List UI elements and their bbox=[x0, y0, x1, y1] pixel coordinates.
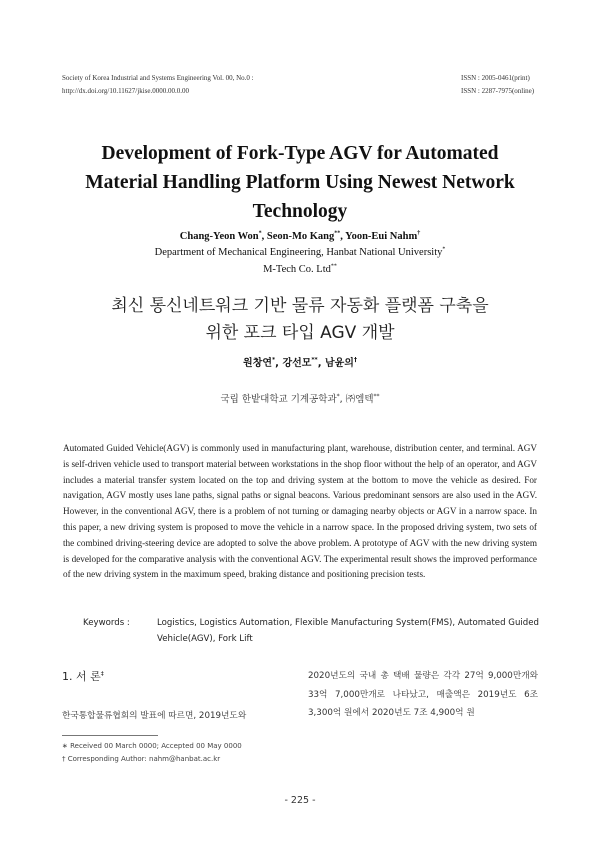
author-ko-sep: , bbox=[317, 358, 325, 369]
author-ko-name: 원창연 bbox=[243, 358, 273, 369]
issn-block bbox=[461, 72, 534, 98]
issn-print: ISSN : 2005-0461(print) bbox=[461, 74, 530, 82]
issn-online: ISSN : 2287-7975(online) bbox=[461, 87, 535, 95]
affiliation-en-2 bbox=[40, 262, 560, 277]
author-mark: ** bbox=[334, 230, 341, 237]
author-sep: , bbox=[340, 231, 346, 242]
keywords bbox=[83, 615, 539, 647]
section-title: 1. 서 론 bbox=[62, 670, 101, 683]
affiliation-mark: ** bbox=[330, 263, 337, 270]
doi-line: http://dx.doi.org/10.11627/jkise.0000.00.0.00 bbox=[62, 87, 189, 95]
paper-title-en bbox=[40, 139, 560, 226]
authors-en bbox=[40, 229, 560, 244]
author-mark: † bbox=[417, 230, 421, 237]
affiliation-mark: * bbox=[442, 246, 446, 253]
title-line: Technology bbox=[252, 201, 348, 222]
footnote-corresponding: † Corresponding Author: nahm@hanbat.ac.kr bbox=[62, 755, 221, 763]
authors-ko bbox=[40, 354, 560, 369]
author-ko-name: 강선모 bbox=[282, 358, 312, 369]
journal-line: Society of Korea Industrial and Systems Engineering Vol. 00, No.0 : bbox=[62, 74, 254, 82]
author-name: Yoon-Eui Nahm bbox=[345, 231, 418, 242]
page-number: - 225 - bbox=[284, 795, 316, 806]
author-ko-sep: , bbox=[275, 358, 283, 369]
affiliation-en-1 bbox=[40, 245, 560, 260]
title-line: Development of Fork-Type AGV for Automated bbox=[101, 143, 499, 164]
title-line: Material Handling Platform Using Newest Network bbox=[85, 172, 515, 193]
author-name: Chang-Yeon Won bbox=[179, 231, 259, 242]
footnote-received: ∗ Received 00 March 0000; Accepted 00 May 0000 bbox=[62, 742, 242, 750]
title-ko-line: 위한 포크 타입 AGV 개발 bbox=[205, 323, 395, 343]
body-left-paragraph: 한국통합물류협회의 발표에 따르면, 2019년도와 bbox=[62, 711, 247, 721]
affiliation-ko-a-mark: * bbox=[336, 392, 340, 400]
affiliation-text: M-Tech Co. Ltd bbox=[263, 264, 331, 275]
keywords-text: Logistics, Logistics Automation, Flexible Manufacturing System(FMS), Automated Guided Vehicle(AGV), Fork Lift bbox=[157, 618, 539, 644]
author-name: Seon-Mo Kang bbox=[266, 231, 335, 242]
paper-title-ko bbox=[40, 293, 560, 347]
footnotes bbox=[62, 740, 242, 766]
section-heading bbox=[62, 668, 104, 684]
author-sep: , bbox=[261, 231, 267, 242]
title-ko-line: 최신 통신네트워크 기반 물류 자동화 플랫폼 구축을 bbox=[111, 296, 489, 316]
author-ko-mark: * bbox=[272, 356, 276, 364]
section-mark: ‡ bbox=[100, 670, 104, 678]
body-right-paragraph: 2020년도의 국내 총 택배 물량은 각각 27억 9,000만개와 33억 7,000만개로 나타났고, 매출액은 2019년도 6조 3,300억 원에서 2020년도 7조 4,900억 원 bbox=[308, 671, 538, 718]
affiliation-ko-sep: , bbox=[339, 394, 346, 405]
keywords-label: Keywords : bbox=[83, 618, 130, 628]
abstract: Automated Guided Vehicle(AGV) is commonly used in manufacturing plant, warehouse, distribution center, and terminal. AGV is self-driven vehicle used to transport material between workstations in the shop floor without the help of an operator, and AGV includes a material transfer system located on the top and driving system at the bottom to move the vehicle as desired. For navigation, AGV mostly uses lane paths, signal paths or signal beacons. Various predominant sensors are also used in the AGV. However, in the conventional AGV, there is a problem of not turning or damaging nearby objects or AGV in a narrow space. In this paper, a new driving system is proposed to move the vehicle in a narrow space. In the proposed driving system, two sets of the combined driving-steering device are adopted to solve the above problem. A prototype of AGV with the new driving system is developed for the comparative analysis with the conventional AGV. The experimental result shows the improved performance of the new driving system in the maximum speed, braking distance and positioning precision tests. bbox=[63, 443, 537, 580]
affiliation-ko-b: ㈜엠텍 bbox=[345, 394, 374, 405]
affiliation-ko-a: 국립 한밭대학교 기계공학과 bbox=[220, 394, 337, 405]
footnote-rule bbox=[62, 735, 158, 736]
affiliation-ko bbox=[40, 391, 560, 405]
author-mark: * bbox=[258, 230, 262, 237]
author-ko-mark: ** bbox=[311, 356, 318, 364]
journal-citation bbox=[62, 72, 254, 98]
affiliation-text: Department of Mechanical Engineering, Hanbat National University bbox=[154, 247, 443, 258]
affiliation-ko-b-mark: ** bbox=[373, 392, 380, 400]
author-ko-mark: † bbox=[353, 356, 357, 364]
author-ko-name: 남윤의 bbox=[324, 358, 354, 369]
